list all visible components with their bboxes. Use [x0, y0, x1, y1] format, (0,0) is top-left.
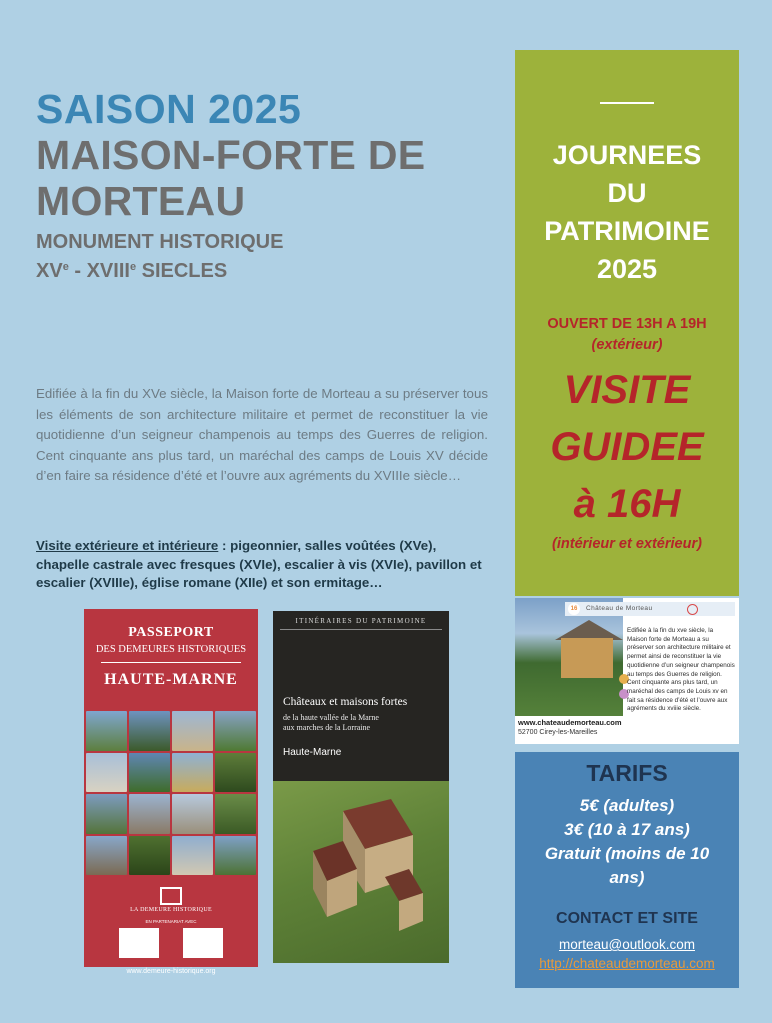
- journees-title: [515, 136, 739, 288]
- tarifs-list: [515, 794, 739, 890]
- clip-url: www.chateaudemorteau.com: [518, 718, 622, 727]
- brochure2-title: Châteaux et maisons fortes: [283, 696, 408, 708]
- brochure1-partner: EN PARTENARIAT AVEC: [145, 919, 197, 924]
- subtitle-centuries: [36, 255, 492, 284]
- century-xv: XV: [36, 260, 63, 282]
- contact-email-link[interactable]: morteau@outlook.com: [558, 937, 695, 952]
- photo-tile: [215, 794, 256, 834]
- brochure1-header: [84, 609, 258, 711]
- photo-tile: [172, 794, 213, 834]
- photo-tile: [172, 753, 213, 793]
- tarif-jeunes: 3€ (10 à 17 ans): [564, 820, 690, 839]
- journees-line3: PATRIMOINE: [544, 216, 710, 246]
- photo-tile: [86, 794, 127, 834]
- top-divider: [600, 102, 654, 104]
- exterieur-text: (extérieur): [591, 337, 663, 353]
- opening-hours: [515, 314, 739, 356]
- visite-line3: à 16H: [573, 482, 681, 526]
- brochure1-org: LA DEMEURE HISTORIQUE: [130, 907, 212, 913]
- demeure-logo-icon: [160, 887, 182, 905]
- photo-tile: [215, 753, 256, 793]
- itineraires-brochure-image: [273, 611, 449, 963]
- partner-logo-guide-icon: [119, 928, 159, 958]
- subtitle-monument: MONUMENT HISTORIQUE: [36, 231, 284, 253]
- website-link[interactable]: http://chateaudemorteau.com: [539, 956, 715, 971]
- brochure1-photo-grid: [84, 711, 258, 875]
- tarifs-title: TARIFS: [586, 760, 668, 786]
- clip-address: 52700 Cirey-les-Mareilles: [518, 729, 598, 736]
- brochure1-region: HAUTE-MARNE: [104, 671, 238, 688]
- aerial-castle-photo: [273, 781, 449, 963]
- photo-tile: [86, 836, 127, 876]
- century-sup-1: e: [62, 261, 69, 273]
- photo-tile: [129, 753, 170, 793]
- photo-tile: [129, 794, 170, 834]
- tarifs-panel: [515, 752, 739, 988]
- visite-line1: VISITE: [563, 368, 691, 412]
- photo-tile: [129, 711, 170, 751]
- castle-roof-icon: [555, 620, 623, 640]
- visit-details: : pigeonnier, salles voûtées (XVe), chapelle castrale avec fresques (XVIe), escalier à vis (XVIe), pavillon et escalier (XVIIIe), église romane (XIIe) et son ermitage…: [36, 538, 482, 590]
- guide-clipping-image: [515, 598, 739, 744]
- photo-tile: [172, 836, 213, 876]
- main-title-line2: MORTEAU: [36, 178, 246, 224]
- ouvert-text: OUVERT DE 13H A 19H: [547, 316, 707, 332]
- season-title: SAISON 2025: [36, 86, 302, 132]
- photo-tile: [86, 711, 127, 751]
- contact-title: CONTACT ET SITE: [556, 910, 698, 927]
- century-sup-2: e: [129, 261, 137, 273]
- partner-logos: [119, 928, 223, 958]
- intro-paragraph: Edifiée à la fin du XVe siècle, la Maison forte de Morteau a su préserver tous les éléments de son architecture militaire et permet de reconstituer la vie quotidienne d’un seigneur champenois au temps des Guerres de religion. Cent cinquante ans plus tard, un maréchal des camps de Louis XV décide d’en faire sa résidence d’été et l’ouvre aux agréments du XVIIIe siècle…: [36, 386, 488, 484]
- castle-wall-icon: [561, 638, 613, 678]
- title-block: [36, 86, 492, 284]
- monument-badge-icon: [687, 604, 698, 615]
- visite-line2: GUIDEE: [550, 425, 704, 469]
- castle-illustration-icon: [273, 781, 449, 963]
- photo-tile: [86, 753, 127, 793]
- journees-line2: DU: [607, 178, 647, 208]
- photo-tile: [215, 711, 256, 751]
- brochure1-url: www.demeure-historique.org: [126, 968, 216, 975]
- photo-tile: [215, 836, 256, 876]
- visit-description: [36, 537, 488, 593]
- brochure1-divider: [101, 662, 241, 663]
- century-suffix: SIECLES: [136, 260, 228, 282]
- brochure2-divider: [280, 629, 442, 630]
- interieur-exterieur-text: (intérieur et extérieur): [552, 536, 702, 552]
- clip-number: 16: [568, 603, 580, 615]
- brochure1-demeures: DES DEMEURES HISTORIQUES: [95, 644, 247, 655]
- brochure2-subtitle: [283, 713, 449, 733]
- tarif-gratuit-1: Gratuit (moins de 10: [544, 844, 710, 863]
- brochure1-footer: [84, 875, 258, 975]
- brochure2-region: Haute-Marne: [283, 747, 342, 758]
- brochure2-sub2: aux marches de la Lorraine: [283, 723, 371, 732]
- brochure2-sub1: de la haute vallée de la Marne: [283, 713, 379, 722]
- century-xviii: - XVIII: [68, 260, 130, 282]
- tarif-gratuit-2: ans): [609, 868, 645, 887]
- partner-logo-fondation-icon: [183, 928, 223, 958]
- brochure1-passeport: PASSEPORT: [128, 625, 214, 640]
- clip-description: Edifiée à la fin du xve siècle, la Maison forte de Morteau a su préserver son architecture militaire et permet ainsi de reconstituer la vie quotidienne d’un seigneur champenois au temps des Guerres de religion. Cent cinquante ans plus tard, un maréchal des camps de Louis xv en fait sa résidence d’été et l’ouvre aux agréments du xviiie siècle.: [627, 627, 735, 713]
- clip-castle-name: Château de Morteau: [586, 605, 653, 612]
- visit-label: Visite extérieure et intérieure: [36, 538, 219, 553]
- brochure2-series: ITINÉRAIRES DU PATRIMOINE: [295, 617, 427, 625]
- tarif-adultes: 5€ (adultes): [579, 796, 675, 815]
- passeport-brochure-image: [84, 609, 258, 975]
- journees-line4: 2025: [596, 254, 658, 284]
- guided-visit: [515, 362, 739, 533]
- main-title-line1: MAISON-FORTE DE: [36, 132, 426, 178]
- photo-tile: [172, 711, 213, 751]
- journees-patrimoine-panel: [515, 50, 739, 596]
- journees-line1: JOURNEES: [552, 140, 702, 170]
- photo-tile: [129, 836, 170, 876]
